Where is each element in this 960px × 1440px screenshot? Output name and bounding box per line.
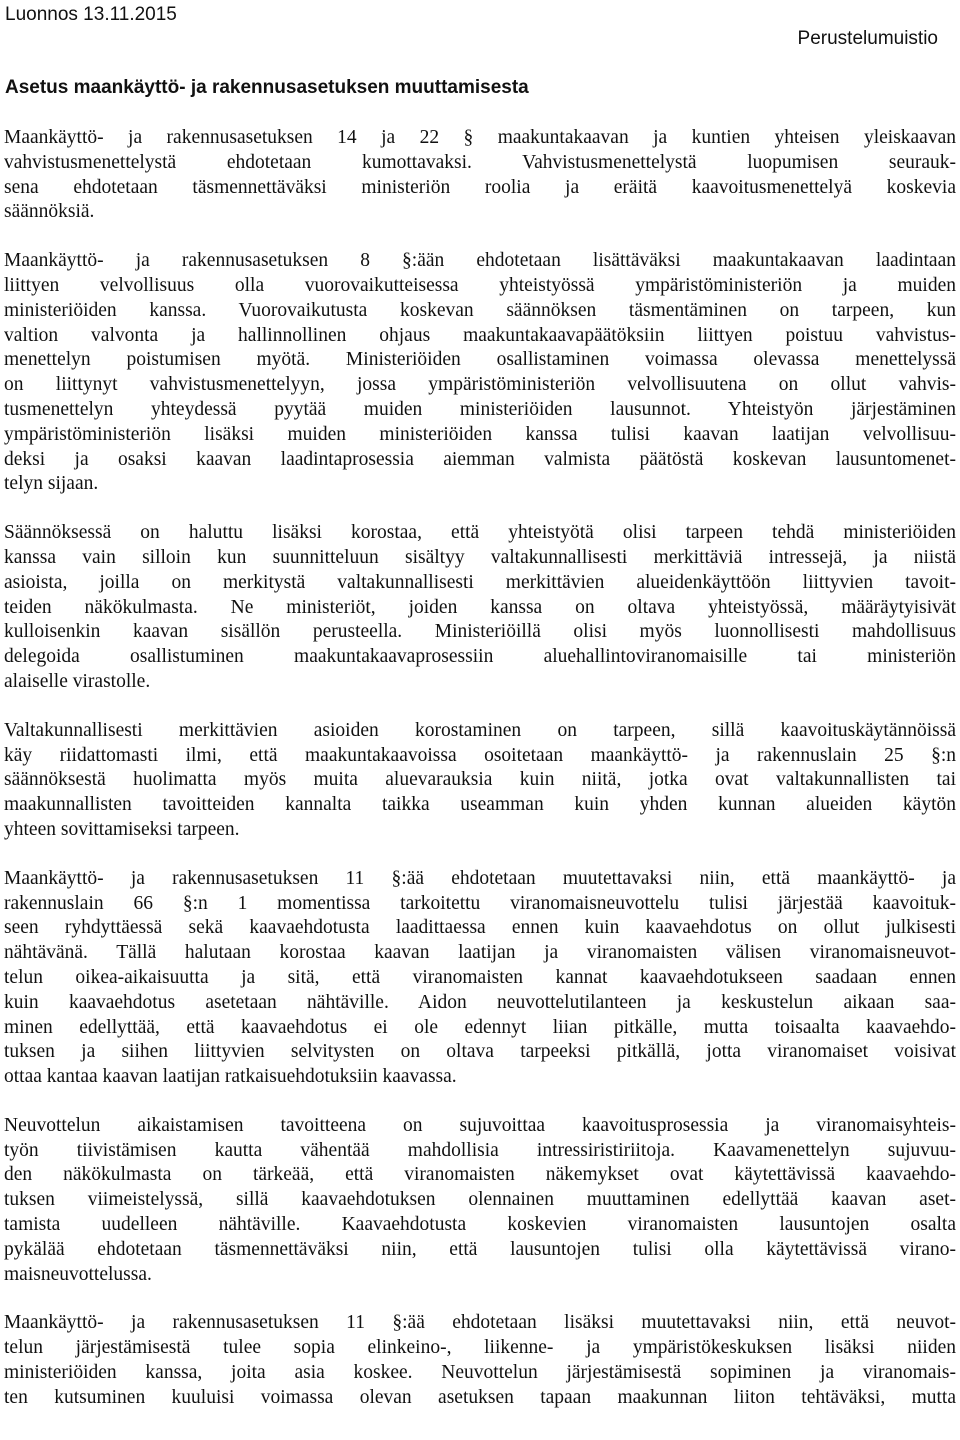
text-line: Neuvottelun aikaistamisen tavoitteena on sujuvoittaa kaavoitusprosessia ja viranomaisyhteis- xyxy=(4,1114,956,1136)
paragraph xyxy=(4,126,956,225)
text-line: yhteen sovittamiseksi tarpeen. xyxy=(4,818,240,840)
text-line: tuksen viimeistelyssä, sillä kaavaehdotuksen olennainen muuttaminen edellyttää kaavan aset- xyxy=(4,1189,956,1211)
text-line: seen ryhdyttäessä sekä kaavaehdotusta laadittaessa ennen kuin kaavaehdotus on ollut julkisesti xyxy=(4,917,956,939)
text-line: tamista uudelleen nähtäville. Kaavaehdotusta koskevien viranomaisten lausuntojen osalta xyxy=(4,1214,956,1236)
text-line: ympäristöministeriön lisäksi muiden ministeriöiden kanssa tulisi kaavan laatijan velvollisuu- xyxy=(4,423,956,445)
text-line: ten kutsuminen kuuluisi voimassa olevan asetuksen tapaan maakunnan liiton tehtäväksi, mutta xyxy=(4,1386,956,1408)
text-line: sena ehdotetaan täsmennettäväksi ministeriön roolia ja eräitä kaavoitusmenettelyä koskevia xyxy=(4,176,956,198)
text-line: telyn sijaan. xyxy=(4,473,99,495)
text-line: Maankäyttö- ja rakennusasetuksen 11 §:ää ehdotetaan lisäksi muutettavaksi niin, että neuvot- xyxy=(4,1312,956,1334)
text-line: pykälää ehdotetaan täsmennettäväksi niin, että lausuntojen tulisi olla käytettävissä virano- xyxy=(4,1238,956,1260)
text-line: Maankäyttö- ja rakennusasetuksen 11 §:ää ehdotetaan muutettavaksi niin, että maankäyttö- ja xyxy=(4,867,956,889)
document-body xyxy=(4,126,956,1435)
text-line: deksi ja osaksi kaavan laadintaprosessia aiemman valmista päätöstä koskevan lausuntomenet- xyxy=(4,448,956,470)
text-line: ottaa kantaa kaavan laatijan ratkaisuehdotuksiin kaavassa. xyxy=(4,1066,457,1088)
text-line: telun järjestämisestä tulee sopia elinkeino-, liikenne- ja ympäristökeskuksen lisäksi niiden xyxy=(4,1337,956,1359)
text-line: kuin kaavaehdotus asetetaan nähtäville. Aidon neuvottelutilanteen ja keskustelun aikaan saa- xyxy=(4,991,956,1013)
text-line: Valtakunnallisesti merkittävien asioiden korostaminen on tarpeen, sillä kaavoituskäytännöissä xyxy=(4,719,956,741)
document-title: Asetus maankäyttö- ja rakennusasetuksen muuttamisesta xyxy=(5,77,529,98)
document-type: Perustelumuistio xyxy=(797,28,938,49)
paragraph xyxy=(4,1311,956,1410)
text-line: käy riidattomasti ilmi, että maakuntakaavoissa osoitetaan maankäyttö- ja rakennuslain 25 §:n xyxy=(4,744,956,766)
text-line: on liittynyt vahvistusmenettelyyn, jossa ympäristöministeriön velvollisuutena on ollut vahvis- xyxy=(4,374,956,396)
text-line: vahvistusmenettelystä ehdotetaan kumottavaksi. Vahvistusmenettelystä luopumisen seurauk- xyxy=(4,151,956,173)
text-line: kulloisenkin kaavan sisällön perusteella. Ministeriöillä olisi myös luonnollisesti mahdollisuus xyxy=(4,621,956,643)
text-line: ministeriöiden kanssa, joita asia koskee. Neuvottelun järjestämisestä sopiminen ja viranomais- xyxy=(4,1362,956,1384)
paragraph xyxy=(4,867,956,1090)
text-line: menettelyn poistumisen myötä. Ministeriöiden osallistaminen voimassa olevassa menettelyssä xyxy=(4,349,956,371)
text-line: minen edellyttää, että kaavaehdotus ei ole edennyt liian pitkälle, mutta toisaalta kaavaehdo- xyxy=(4,1016,956,1038)
text-line: alaiselle virastolle. xyxy=(4,670,151,692)
text-line: työn tiivistämisen kautta vähentää mahdollisia intressiristiriitoja. Kaavamenettelyn sujuvuu- xyxy=(4,1139,956,1161)
text-line: Säännöksessä on haluttu lisäksi korostaa, että yhteistyötä olisi tarpeen tehdä ministeriöiden xyxy=(4,522,956,544)
text-line: kanssa vain silloin kun suunnitteluun sisältyy valtakunnallisesti merkittäviä intressejä, ja niistä xyxy=(4,546,956,568)
text-line: delegoida osallistuminen maakuntakaavaprosessiin aluehallintoviranomaisille tai ministeriön xyxy=(4,646,956,668)
text-line: den näkökulmasta on tärkeää, että viranomaisten näkemykset ovat käytettävissä kaavaehdo- xyxy=(4,1164,956,1186)
paragraph xyxy=(4,1114,956,1288)
text-line: Maankäyttö- ja rakennusasetuksen 8 §:ään ehdotetaan lisättäväksi maakuntakaavan laadintaan xyxy=(4,250,956,272)
text-line: Maankäyttö- ja rakennusasetuksen 14 ja 22 § maakuntakaavan ja kuntien yhteisen yleiskaavan xyxy=(4,127,956,148)
text-line: säännöksiä. xyxy=(4,201,95,223)
text-line: asioista, joilla on merkitystä valtakunnallisesti merkittävien alueidenkäyttöön liittyvien tavoit- xyxy=(4,571,956,593)
text-line: tusmenettelyn yhteydessä pyytää muiden ministeriöiden lausunnot. Yhteistyön järjestäminen xyxy=(4,398,956,420)
paragraph xyxy=(4,521,956,695)
text-line: rakennuslain 66 §:n 1 momentissa tarkoitettu viranomaisneuvottelu tulisi järjestää kaavoituk- xyxy=(4,892,956,914)
text-line: ministeriöiden kanssa. Vuorovaikutusta koskevan säännöksen täsmentäminen on tarpeen, kun xyxy=(4,299,956,321)
text-line: telun oikea-aikaisuutta ja sitä, että viranomaisten kannat kaavaehdotukseen saadaan ennen xyxy=(4,966,956,988)
text-line: valtion valvonta ja hallinnollinen ohjaus maakuntakaavapäätöksiin liittyen poistuu vahvistus- xyxy=(4,324,956,346)
text-line: teiden näkökulmasta. Ne ministeriöt, joiden kanssa on oltava yhteistyössä, määräytyisivät xyxy=(4,596,956,618)
text-line: nähtävänä. Tällä halutaan korostaa kaavan laatijan ja viranomaisten välisen viranomaisneuvot- xyxy=(4,942,956,964)
text-line: maisneuvottelussa. xyxy=(4,1263,152,1285)
draft-date: Luonnos 13.11.2015 xyxy=(5,4,177,25)
text-line: liittyen velvollisuus olla vuorovaikutteisessa yhteistyössä ympäristöministeriön ja muiden xyxy=(4,274,956,296)
paragraph xyxy=(4,249,956,497)
text-line: maakunnallisten tavoitteiden kannalta taikka useamman kuin yhden kunnan alueiden käytön xyxy=(4,794,956,816)
text-line: säännöksestä huolimatta myös muita aluevarauksia kuin niitä, jotka ovat valtakunnallisten tai xyxy=(4,769,956,791)
text-line: tuksen ja siihen liittyvien selvitysten on oltava tarpeeksi pitkällä, jotta viranomaiset voisivat xyxy=(4,1041,956,1063)
paragraph xyxy=(4,719,956,843)
